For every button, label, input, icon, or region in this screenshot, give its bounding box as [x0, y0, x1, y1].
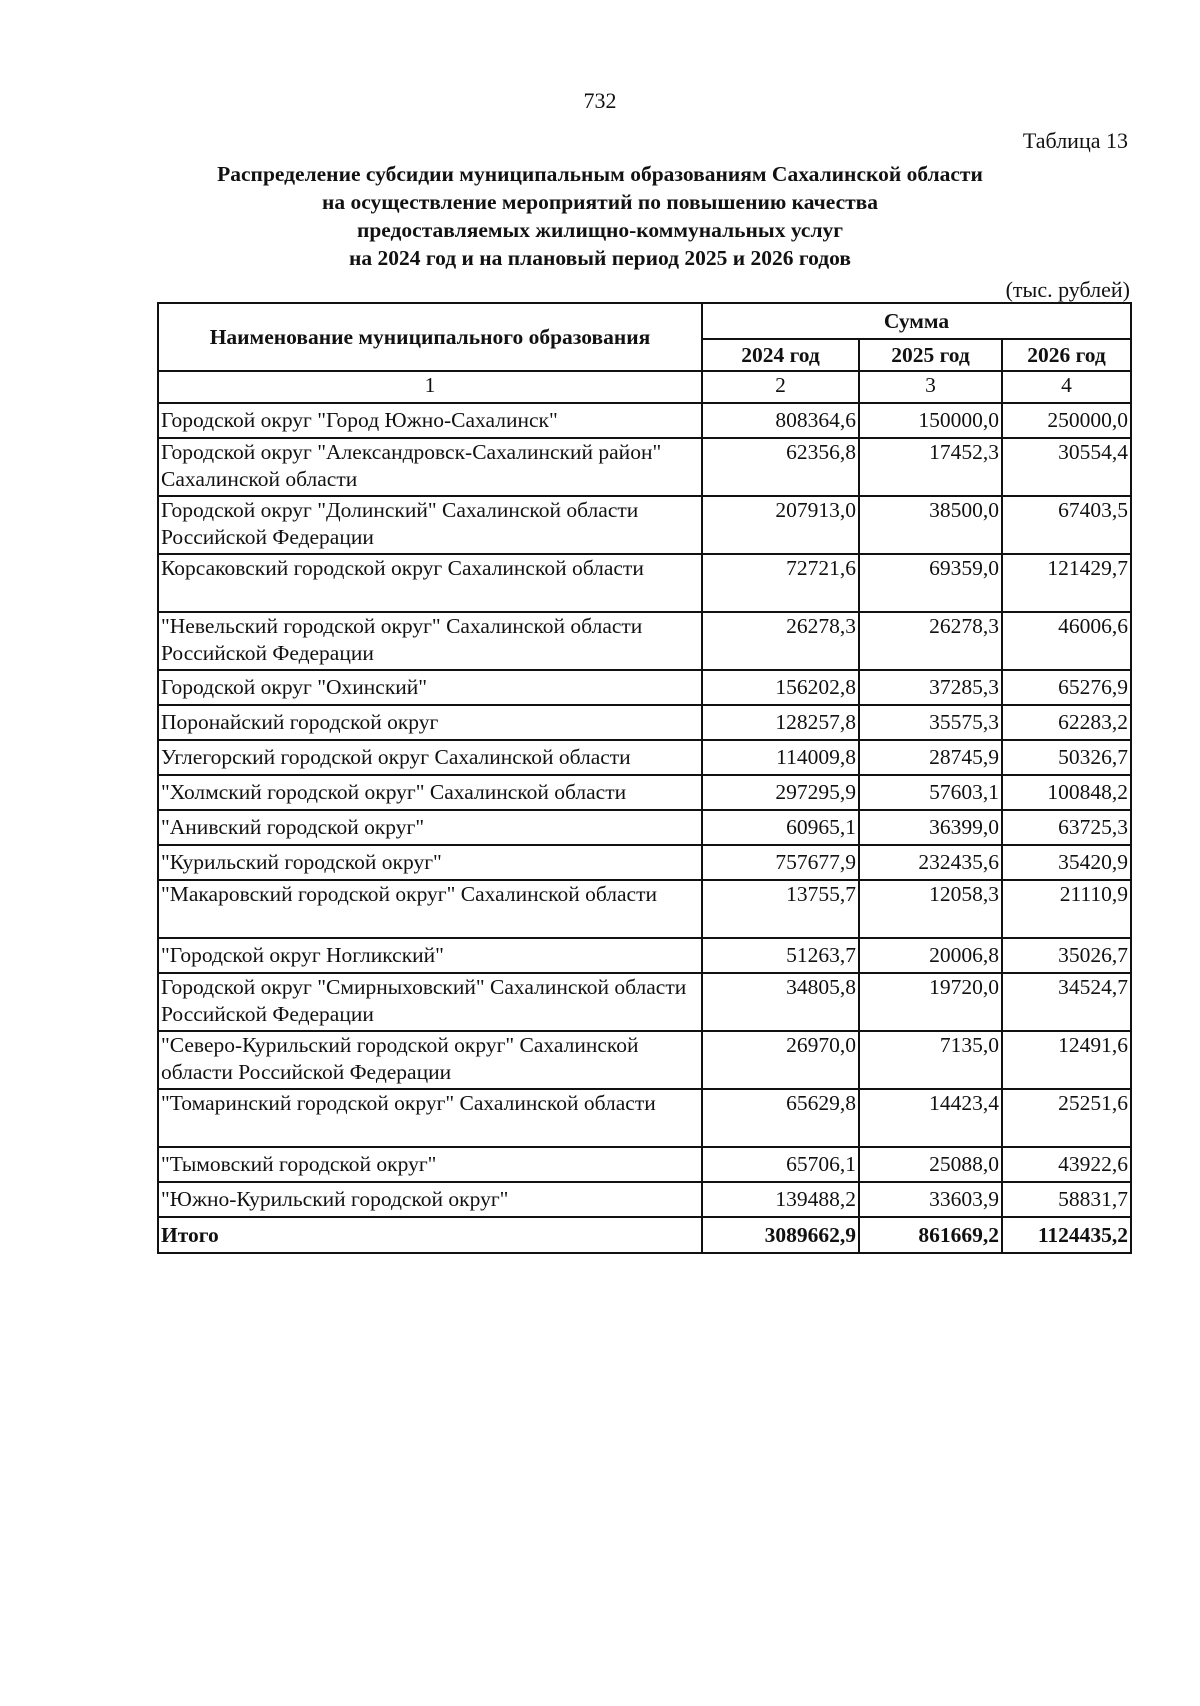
- amount-2026: 21110,9: [1002, 880, 1131, 938]
- amount-2024: 60965,1: [702, 810, 859, 845]
- amount-2024: 128257,8: [702, 705, 859, 740]
- table-row: [158, 880, 1131, 938]
- municipality-name: Корсаковский городской округ Сахалинской области: [158, 554, 702, 612]
- column-number: 4: [1002, 371, 1131, 403]
- total-2025: 861669,2: [859, 1217, 1002, 1253]
- municipality-name: "Северо-Курильский городской округ" Сахалинской области Российской Федерации: [158, 1031, 702, 1089]
- amount-2025: 37285,3: [859, 670, 1002, 705]
- amount-2026: 50326,7: [1002, 740, 1131, 775]
- amount-2025: 17452,3: [859, 438, 1002, 496]
- amount-2025: 33603,9: [859, 1182, 1002, 1217]
- header-year-2024: 2024 год: [702, 339, 859, 371]
- total-2026: 1124435,2: [1002, 1217, 1131, 1253]
- amount-2025: 26278,3: [859, 612, 1002, 670]
- municipality-name: "Городской округ Ногликский": [158, 938, 702, 973]
- title-line: предоставляемых жилищно-коммунальных услуг: [356, 218, 844, 242]
- municipality-name: "Анивский городской округ": [158, 810, 702, 845]
- amount-2026: 34524,7: [1002, 973, 1131, 1031]
- amount-2024: 757677,9: [702, 845, 859, 880]
- municipality-name: "Макаровский городской округ" Сахалинской области: [158, 880, 702, 938]
- table-row: [158, 554, 1131, 612]
- header-sum: Сумма: [702, 303, 1131, 339]
- page-number: 732: [583, 88, 617, 113]
- amount-2026: 58831,7: [1002, 1182, 1131, 1217]
- subsidy-table: [157, 302, 1132, 1254]
- amount-2026: 65276,9: [1002, 670, 1131, 705]
- amount-2026: 63725,3: [1002, 810, 1131, 845]
- municipality-name: "Курильский городской округ": [158, 845, 702, 880]
- municipality-name: "Томаринский городской округ" Сахалинской области: [158, 1089, 702, 1147]
- total-label: Итого: [158, 1217, 702, 1253]
- table-row: [158, 1182, 1131, 1217]
- table-row: [158, 438, 1131, 496]
- title-line: на осуществление мероприятий по повышению качества: [321, 190, 879, 214]
- table-row: [158, 740, 1131, 775]
- table-row: [158, 1031, 1131, 1089]
- amount-2024: 65706,1: [702, 1147, 859, 1182]
- amount-2024: 51263,7: [702, 938, 859, 973]
- amount-2025: 35575,3: [859, 705, 1002, 740]
- amount-2025: 38500,0: [859, 496, 1002, 554]
- amount-2026: 35026,7: [1002, 938, 1131, 973]
- amount-2025: 36399,0: [859, 810, 1002, 845]
- amount-2026: 35420,9: [1002, 845, 1131, 880]
- header-year-2025: 2025 год: [859, 339, 1002, 371]
- table-row: [158, 403, 1131, 438]
- amount-2026: 46006,6: [1002, 612, 1131, 670]
- amount-2026: 62283,2: [1002, 705, 1131, 740]
- municipality-name: "Южно-Курильский городской округ": [158, 1182, 702, 1217]
- municipality-name: Городской округ "Долинский" Сахалинской области Российской Федерации: [158, 496, 702, 554]
- units-label: (тыс. рублей): [1005, 277, 1130, 302]
- amount-2025: 150000,0: [859, 403, 1002, 438]
- title-line: на 2024 год и на плановый период 2025 и 2026 годов: [349, 246, 851, 270]
- municipality-name: Поронайский городской округ: [158, 705, 702, 740]
- column-number: 3: [859, 371, 1002, 403]
- amount-2024: 65629,8: [702, 1089, 859, 1147]
- amount-2026: 25251,6: [1002, 1089, 1131, 1147]
- table-row: [158, 775, 1131, 810]
- amount-2026: 100848,2: [1002, 775, 1131, 810]
- amount-2024: 62356,8: [702, 438, 859, 496]
- table-row: [158, 845, 1131, 880]
- municipality-name: "Тымовский городской округ": [158, 1147, 702, 1182]
- amount-2024: 13755,7: [702, 880, 859, 938]
- table-row: [158, 973, 1131, 1031]
- total-row: [158, 1217, 1131, 1253]
- amount-2025: 69359,0: [859, 554, 1002, 612]
- amount-2025: 19720,0: [859, 973, 1002, 1031]
- title-line: Распределение субсидии муниципальным образованиям Сахалинской области: [217, 162, 983, 186]
- amount-2025: 7135,0: [859, 1031, 1002, 1089]
- amount-2025: 57603,1: [859, 775, 1002, 810]
- amount-2024: 114009,8: [702, 740, 859, 775]
- amount-2026: 43922,6: [1002, 1147, 1131, 1182]
- amount-2026: 67403,5: [1002, 496, 1131, 554]
- amount-2025: 20006,8: [859, 938, 1002, 973]
- amount-2024: 808364,6: [702, 403, 859, 438]
- municipality-name: Городской округ "Охинский": [158, 670, 702, 705]
- municipality-name: Городской округ "Александровск-Сахалинский район" Сахалинской области: [158, 438, 702, 496]
- table-row: [158, 705, 1131, 740]
- document-title: [150, 160, 1050, 272]
- total-2024: 3089662,9: [702, 1217, 859, 1253]
- amount-2026: 250000,0: [1002, 403, 1131, 438]
- amount-2024: 156202,8: [702, 670, 859, 705]
- municipality-name: "Холмский городской округ" Сахалинской области: [158, 775, 702, 810]
- table-row: [158, 1089, 1131, 1147]
- column-number: 1: [158, 371, 702, 403]
- amount-2024: 26278,3: [702, 612, 859, 670]
- amount-2024: 34805,8: [702, 973, 859, 1031]
- amount-2024: 139488,2: [702, 1182, 859, 1217]
- municipality-name: Городской округ "Смирныховский" Сахалинской области Российской Федерации: [158, 973, 702, 1031]
- table-row: [158, 496, 1131, 554]
- table-row: [158, 670, 1131, 705]
- amount-2024: 26970,0: [702, 1031, 859, 1089]
- amount-2025: 28745,9: [859, 740, 1002, 775]
- header-year-2026: 2026 год: [1002, 339, 1131, 371]
- header-name: Наименование муниципального образования: [158, 303, 702, 371]
- amount-2026: 121429,7: [1002, 554, 1131, 612]
- table-label: Таблица 13: [1022, 128, 1128, 153]
- table-row: [158, 1147, 1131, 1182]
- table-row: [158, 938, 1131, 973]
- table-row: [158, 810, 1131, 845]
- amount-2025: 25088,0: [859, 1147, 1002, 1182]
- amount-2025: 12058,3: [859, 880, 1002, 938]
- amount-2024: 297295,9: [702, 775, 859, 810]
- municipality-name: "Невельский городской округ" Сахалинской области Российской Федерации: [158, 612, 702, 670]
- amount-2026: 12491,6: [1002, 1031, 1131, 1089]
- amount-2025: 14423,4: [859, 1089, 1002, 1147]
- municipality-name: Городской округ "Город Южно-Сахалинск": [158, 403, 702, 438]
- amount-2026: 30554,4: [1002, 438, 1131, 496]
- column-number: 2: [702, 371, 859, 403]
- municipality-name: Углегорский городской округ Сахалинской области: [158, 740, 702, 775]
- table-row: [158, 612, 1131, 670]
- amount-2025: 232435,6: [859, 845, 1002, 880]
- amount-2024: 72721,6: [702, 554, 859, 612]
- amount-2024: 207913,0: [702, 496, 859, 554]
